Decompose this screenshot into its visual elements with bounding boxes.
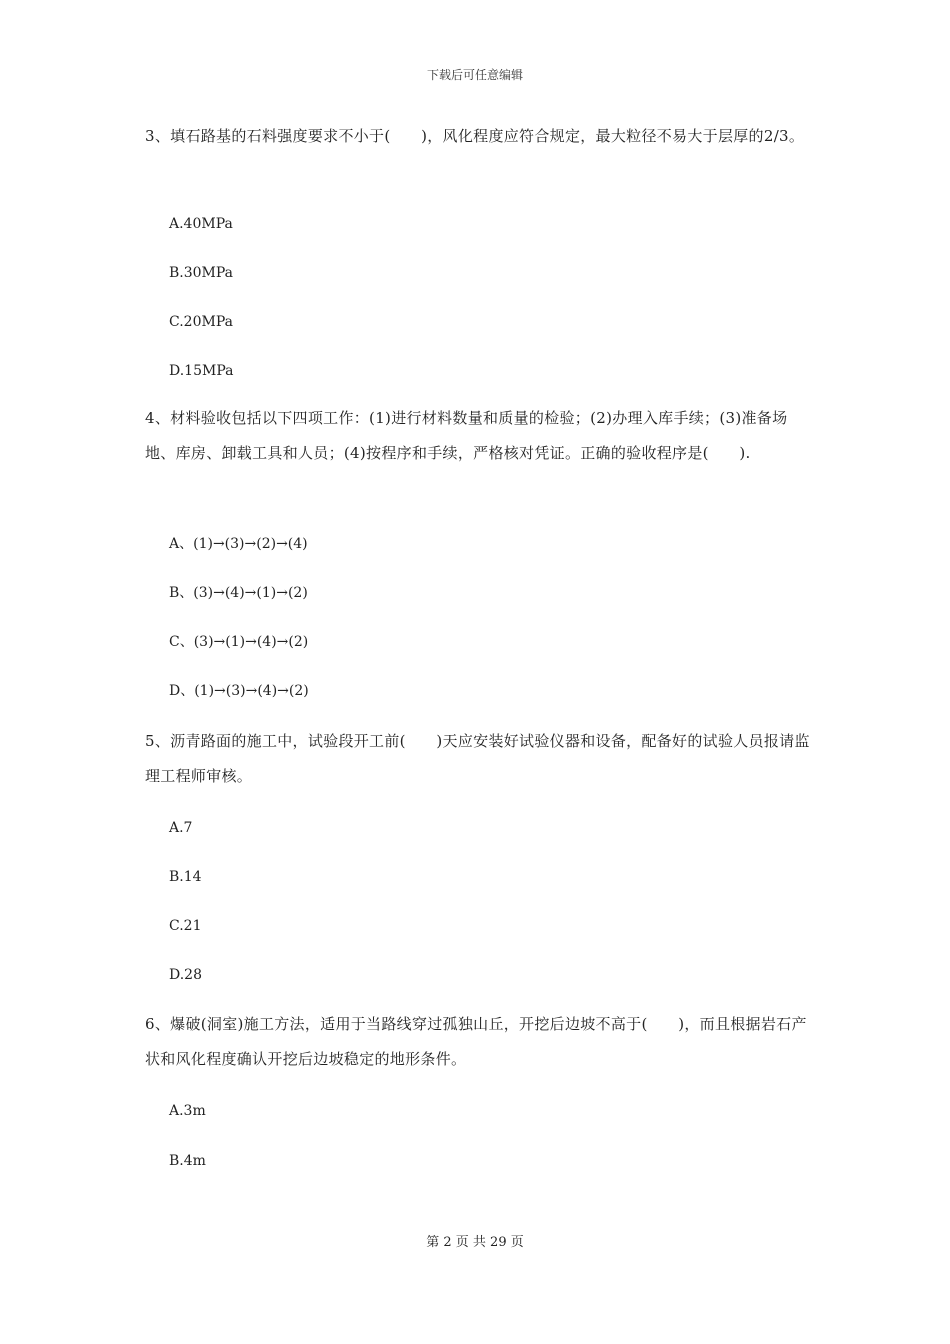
question-5-option-a: A.7	[169, 820, 193, 836]
question-4-option-a: A、(1)→(3)→(2)→(4)	[169, 536, 308, 552]
question-5-option-b: B.14	[169, 869, 202, 885]
question-5-option-d: D.28	[169, 967, 202, 983]
page-header: 下载后可任意编辑	[426, 68, 523, 82]
question-4-option-c: C、(3)→(1)→(4)→(2)	[169, 634, 309, 650]
question-4-stem: 4、材料验收包括以下四项工作：(1)进行材料数量和质量的检验；(2)办理入库手续；(3)准备场地、库房、卸载工具和人员；(4)按程序和手续，严格核对凭证。正确的验收程序是( ).	[145, 409, 788, 462]
question-4-option-b: B、(3)→(4)→(1)→(2)	[169, 585, 308, 601]
question-6-option-a: A.3m	[169, 1103, 206, 1119]
question-3-option-b: B.30MPa	[169, 265, 234, 281]
question-5-stem: 5、沥青路面的施工中，试验段开工前( )天应安装好试验仪器和设备，配备好的试验人员报请监理工程师审核。	[145, 732, 810, 785]
page-footer: 第 2 页 共 29 页	[426, 1235, 524, 1250]
question-3-option-a: A.40MPa	[169, 216, 233, 232]
question-3-option-d: D.15MPa	[169, 363, 234, 379]
question-6-stem: 6、爆破(洞室)施工方法，适用于当路线穿过孤独山丘，开挖后边坡不高于( )，而且根据岩石产状和风化程度确认开挖后边坡稳定的地形条件。	[145, 1015, 807, 1068]
question-3-stem: 3、填石路基的石料强度要求不小于( )，风化程度应符合规定，最大粒径不易大于层厚的2/3。	[145, 127, 805, 145]
question-6-option-b: B.4m	[169, 1153, 206, 1169]
question-4-option-d: D、(1)→(3)→(4)→(2)	[169, 683, 309, 699]
question-3-option-c: C.20MPa	[169, 314, 233, 330]
question-5-option-c: C.21	[169, 918, 202, 934]
